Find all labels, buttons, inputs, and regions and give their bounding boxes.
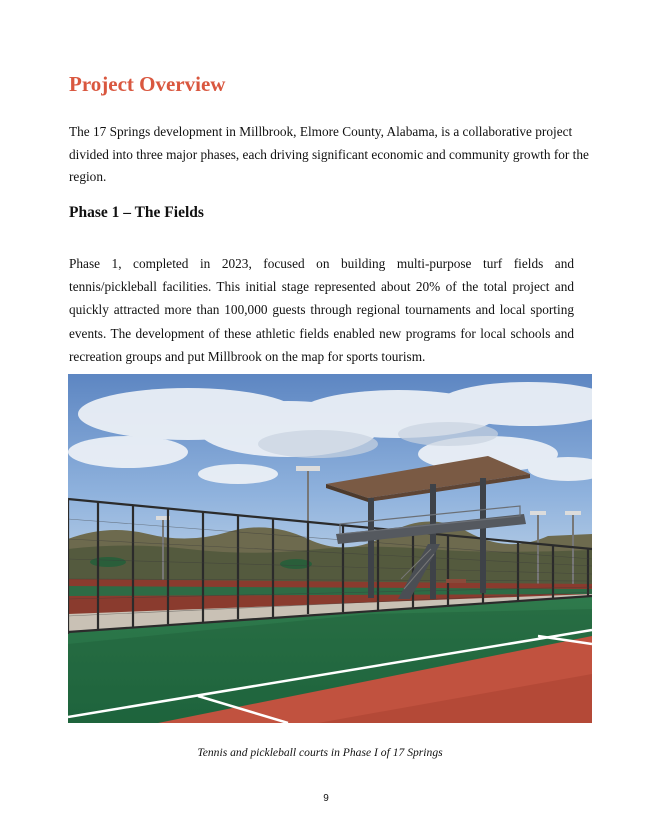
intro-paragraph: The 17 Springs development in Millbrook, Elmore County, Alabama, is a collaborative project divided into three major phases, each driving significant economic and community growth for the region. [69,124,589,184]
courts-photo [68,374,592,723]
page-number: 9 [323,793,329,804]
photo-caption: Tennis and pickleball courts in Phase I of 17 Springs [197,746,443,759]
phase1-heading: Phase 1 – The Fields [69,204,204,221]
phase1-paragraph: Phase 1, completed in 2023, focused on building multi-purpose turf fields and tennis/pickleball facilities. This initial stage represented about 20% of the total project and quickly attracted more than 100,000 guests through regional tournaments and local sporting events. The development of these athletic fields enabled new programs for local schools and recreation groups and put Millbrook on the map for sports tourism. [69,256,574,364]
section-title: Project Overview [69,72,226,96]
